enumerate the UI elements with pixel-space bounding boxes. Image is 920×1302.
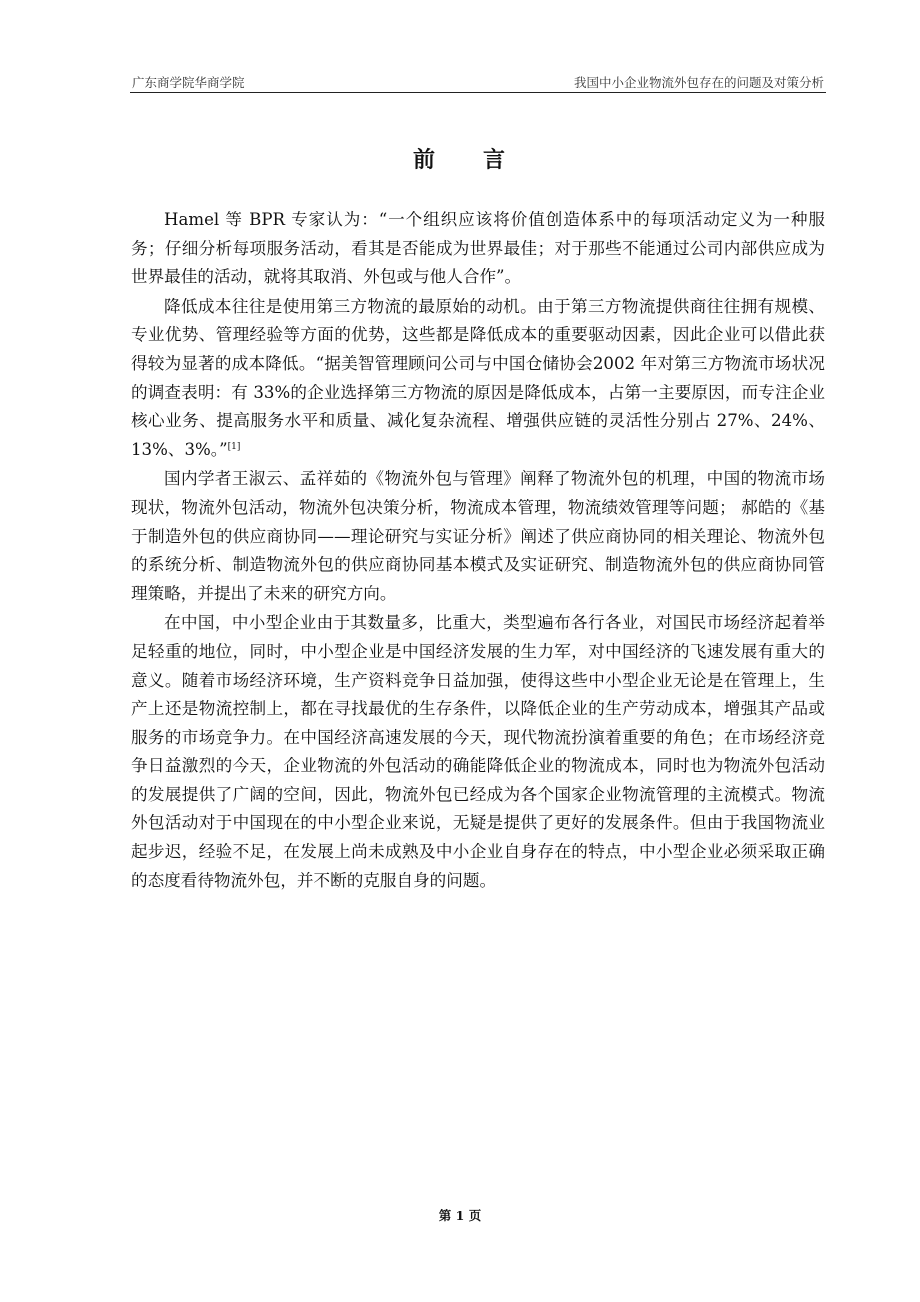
section-title: [0, 143, 920, 174]
paragraph-3-text: 国内学者王淑云、孟祥茹的《物流外包与管理》阐释了物流外包的机理，中国的物流市场现状，物流外包活动，物流外包决策分析，物流成本管理，物流绩效管理等问题； 郝皓的《基于制造外包的供应商协同——理论研究与实证分析》阐述了供应商协同的相关理论、物流外包的系统分析、制造物流外包的供应商协同基本模式及实证研究、制造物流外包的供应商协同管理策略，并提出了未来的研究方向。: [131, 469, 825, 603]
paragraph-3: [131, 465, 825, 608]
header-thesis-title: 我国中小企业物流外包存在的问题及对策分析: [573, 75, 824, 90]
header-school: 广东商学院华商学院: [132, 75, 245, 90]
paragraph-4-text: 在中国，中小型企业由于其数量多，比重大，类型遍布各行各业，对国民市场经济起着举足轻重的地位，同时，中小型企业是中国经济发展的生力军，对中国经济的飞速发展有重大的意义。随着市场经济环境，生产资料竞争日益加强，使得这些中小型企业无论是在管理上，生产上还是物流控制上，都在寻找最优的生存条件，以降低企业的生产劳动成本，增强其产品或服务的市场竞争力。在中国经济高速发展的今天，现代物流扮演着重要的角色；在市场经济竞争日益激烈的今天，企业物流的外包活动的确能降低企业的物流成本，同时也为物流外包活动的发展提供了广阔的空间，因此，物流外包已经成为各个国家企业物流管理的主流模式。物流外包活动对于中国现在的中小型企业来说，无疑是提供了更好的发展条件。但由于我国物流业起步迟，经验不足，在发展上尚未成熟及中小企业自身存在的特点，中小型企业必须采取正确的态度看待物流外包，并不断的克服自身的问题。: [131, 613, 825, 890]
paragraph-4: [131, 609, 825, 895]
paragraph-2: [131, 293, 825, 465]
paragraph-2-text: 降低成本往往是使用第三方物流的最原始的动机。由于第三方物流提供商往往拥有规模、专业优势、管理经验等方面的优势，这些都是降低成本的重要驱动因素，因此企业可以借此获得较为显著的成本降低。“据美智管理顾问公司与中国仓储协会2002 年对第三方物流市场状况的调查表明：有 33%的企业选择第三方物流的原因是降低成本，占第一主要原因，而专注企业核心业务、提高服务水平和质量、减化复杂流程、增强供应链的灵活性分别占 27%、24%、13%、3%。”: [131, 296, 825, 459]
paragraph-1: [131, 206, 825, 292]
preface-body: [131, 206, 825, 895]
page-header: [130, 70, 826, 93]
title-char-2: 言: [483, 148, 508, 173]
page-number: 第 1 页: [438, 1208, 482, 1223]
paragraph-1-text: Hamel 等 BPR 专家认为：“一个组织应该将价值创造体系中的每项活动定义为一种服务；仔细分析每项服务活动，看其是否能成为世界最佳；对于那些不能通过公司内部供应成为世界最佳的活动，就将其取消、外包或与他人合作”。: [131, 210, 825, 287]
title-char-1: 前: [412, 148, 437, 173]
citation-ref: [1]: [227, 441, 241, 452]
